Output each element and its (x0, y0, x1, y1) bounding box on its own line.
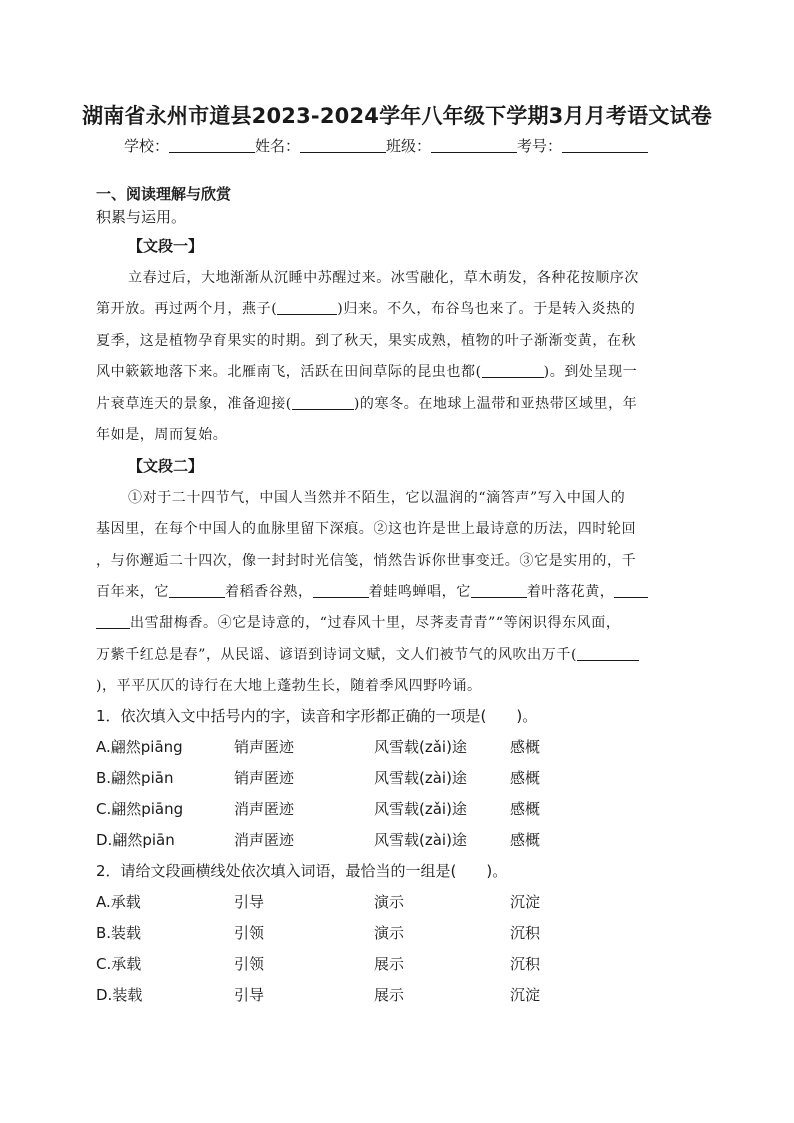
option-col-4: 沉淀 (510, 893, 541, 911)
option-col-1: C.翩然piāng (96, 800, 184, 818)
option-col-4: 感概 (510, 831, 541, 849)
option-col-4: 沉淀 (510, 986, 541, 1004)
option-col-3: 展示 (374, 986, 405, 1004)
passage2-line-4 (96, 581, 696, 601)
student-info-line (124, 135, 648, 156)
question-1-option-d[interactable] (96, 829, 696, 851)
number-blank[interactable] (562, 137, 648, 153)
fill-blank[interactable] (577, 647, 639, 661)
option-col-4: 沉积 (510, 924, 541, 942)
fill-blank[interactable] (313, 584, 369, 598)
option-col-3: 风雪载(zài)途 (374, 769, 467, 787)
number-label: 考号： (517, 137, 563, 155)
name-label: 姓名： (255, 137, 301, 155)
passage2-line-4c: 着蛙鸣蝉唱，它 (368, 584, 471, 600)
question-1-option-c[interactable] (96, 798, 696, 820)
option-col-1: A.承载 (96, 893, 141, 911)
question-1-stem: 1．依次填入文中括号内的字，读音和字形都正确的一项是( )。 (96, 707, 538, 725)
passage2-line-2: 基因里，在每个中国人的血脉里留下深痕。②这也许是世上最诗意的历法，四时轮回 (96, 521, 637, 537)
option-col-2: 引领 (234, 955, 265, 973)
exam-title: 湖南省永州市道县2023-2024学年八年级下学期3月月考语文试卷 (82, 104, 712, 128)
section-subheading: 积累与运用。 (96, 208, 187, 226)
option-col-1: B.翩然piān (96, 769, 174, 787)
question-2-option-a[interactable] (96, 891, 696, 913)
passage1-line-2 (96, 298, 696, 318)
fill-blank[interactable] (169, 584, 225, 598)
school-label: 学校： (124, 137, 170, 155)
passage1-line-3: 夏季，这是植物孕育果实的时期。到了秋天，果实成熟，植物的叶子渐渐变黄，在秋 (96, 333, 637, 349)
option-col-2: 消声匿迹 (234, 831, 295, 849)
passage1-line-4a: 风中簌簌地落下来。北雁南飞，活跃在田间草际的昆虫也都( (96, 364, 482, 380)
passage1-line-5a: 片衰草连天的景象，准备迎接( (96, 396, 292, 412)
option-col-3: 展示 (374, 955, 405, 973)
option-col-4: 感概 (510, 800, 541, 818)
option-col-2: 销声匿迹 (234, 738, 295, 756)
fill-blank[interactable] (96, 615, 130, 629)
passage1-line-6: 年如是，周而复始。 (96, 427, 228, 443)
passage1-line-4 (96, 361, 696, 381)
fill-blank[interactable] (292, 396, 354, 410)
fill-blank[interactable] (482, 364, 544, 378)
passage2-line-6 (96, 644, 696, 664)
option-col-3: 演示 (374, 893, 405, 911)
passage2-line-5 (96, 612, 696, 632)
option-col-3: 风雪载(zǎi)途 (374, 738, 467, 756)
passage2-line-4d: 着叶落花黄， (526, 584, 615, 600)
passage1-line-4b: )。到处呈现一 (543, 364, 638, 380)
passage1-line-2b: )归来。不久，布谷鸟也来了。于是转入炎热的 (337, 301, 636, 317)
passage2-heading: 【文段二】 (128, 457, 204, 475)
question-2-option-c[interactable] (96, 953, 696, 975)
option-col-1: C.承载 (96, 955, 142, 973)
passage2-line-7: )，平平仄仄的诗行在大地上蓬勃生长，随着季风四野吟诵。 (96, 678, 482, 694)
section-heading: 一、阅读理解与欣赏 (96, 185, 232, 203)
passage2-line-5a: 出雪甜梅香。④它是诗意的，“过春风十里，尽荠麦青青”“等闲识得东风面， (130, 615, 621, 631)
option-col-4: 感概 (510, 769, 541, 787)
option-col-1: D.装载 (96, 986, 143, 1004)
passage2-line-6a: 万紫千红总是春”，从民谣、谚语到诗词文赋，文人们被节气的风吹出万千( (96, 647, 578, 663)
option-col-1: B.装载 (96, 924, 142, 942)
passage2-line-4b: 着稻香谷熟， (225, 584, 313, 600)
question-2-option-b[interactable] (96, 922, 696, 944)
option-col-1: A.翩然piāng (96, 738, 183, 756)
option-col-3: 风雪载(zǎi)途 (374, 800, 467, 818)
passage1-heading: 【文段一】 (128, 237, 204, 255)
option-col-2: 消声匿迹 (234, 800, 295, 818)
passage1-line-5 (96, 393, 696, 413)
passage2-line-4a: 百年来，它 (96, 584, 169, 600)
passage1-line-1: 立春过后，大地渐渐从沉睡中苏醒过来。冰雪融化，草木萌发，各种花按顺序次 (128, 270, 639, 286)
question-1-option-b[interactable] (96, 767, 696, 789)
question-2-option-d[interactable] (96, 984, 696, 1006)
option-col-4: 感概 (510, 738, 541, 756)
passage2-line-1: ①对于二十四节气，中国人当然并不陌生，它以温润的“滴答声”写入中国人的 (128, 490, 626, 506)
class-label: 班级： (386, 137, 432, 155)
fill-blank[interactable] (614, 584, 648, 598)
passage2-line-3: ，与你邂逅二十四次，像一封封时光信笺，悄然告诉你世事变迁。③它是实用的，千 (96, 553, 637, 569)
question-1-option-a[interactable] (96, 736, 696, 758)
school-blank[interactable] (169, 137, 255, 153)
option-col-2: 引导 (234, 986, 265, 1004)
option-col-2: 销声匿迹 (234, 769, 295, 787)
passage1-line-2a: 第开放。再过两个月，燕子( (96, 301, 278, 317)
name-blank[interactable] (300, 137, 386, 153)
option-col-1: D.翩然piān (96, 831, 175, 849)
option-col-3: 风雪载(zài)途 (374, 831, 467, 849)
fill-blank[interactable] (471, 584, 527, 598)
class-blank[interactable] (431, 137, 517, 153)
option-col-2: 引领 (234, 924, 265, 942)
option-col-3: 演示 (374, 924, 405, 942)
fill-blank[interactable] (277, 301, 337, 315)
option-col-2: 引导 (234, 893, 265, 911)
option-col-4: 沉积 (510, 955, 541, 973)
passage1-line-5b: )的寒冬。在地球上温带和亚热带区域里，年 (353, 396, 638, 412)
question-2-stem: 2．请给文段画横线处依次填入词语，最恰当的一组是( )。 (96, 862, 508, 880)
